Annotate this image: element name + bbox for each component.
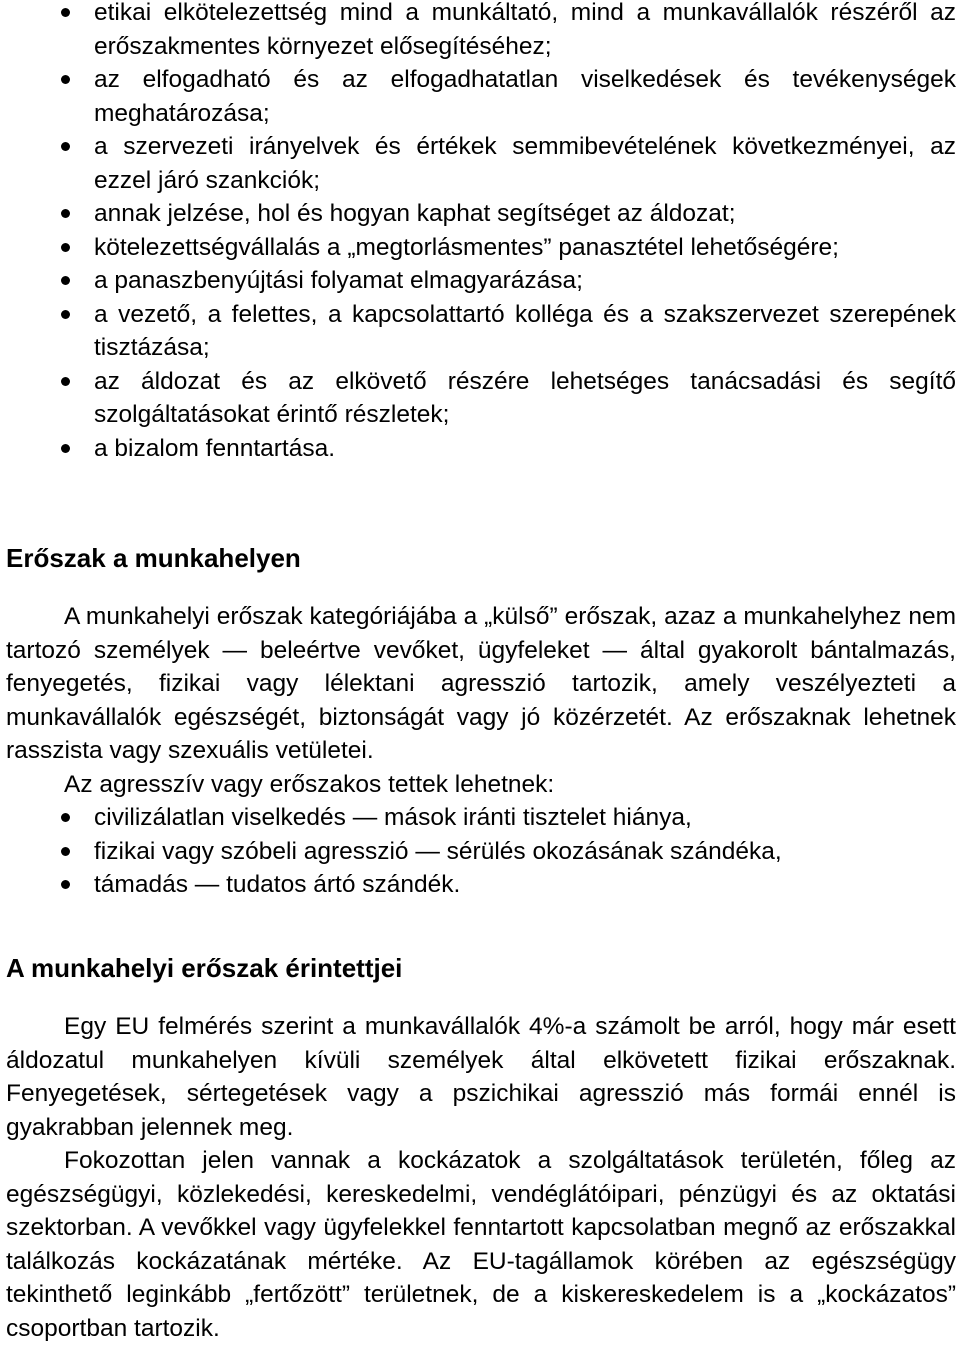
bullet-icon bbox=[61, 847, 70, 856]
bullet-icon bbox=[61, 142, 70, 151]
list-item bbox=[6, 231, 956, 265]
bullet-icon bbox=[61, 310, 70, 319]
list-item bbox=[6, 264, 956, 298]
list-item-text: a panaszbenyújtási folyamat elmagyarázása; bbox=[94, 267, 583, 294]
bullet-icon bbox=[61, 276, 70, 285]
list-item-text: a vezető, a felettes, a kapcsolattartó kolléga és a szakszervezet szerepének tisztázása; bbox=[94, 300, 956, 361]
section-workplace-violence bbox=[6, 600, 956, 902]
list-item bbox=[6, 298, 956, 365]
list-item bbox=[6, 801, 956, 835]
bullet-icon bbox=[61, 880, 70, 889]
list-item-text: a bizalom fenntartása. bbox=[94, 434, 336, 462]
list-item bbox=[6, 835, 956, 869]
list-item-text: kötelezettségvállalás a „megtorlásmentes” panasztétel lehetőségére; bbox=[94, 233, 839, 261]
bullet-icon bbox=[61, 8, 70, 17]
bullet-icon bbox=[61, 444, 70, 453]
list-item-text: fizikai vagy szóbeli agresszió — sérülés okozásának szándéka, bbox=[94, 837, 782, 865]
acts-list bbox=[6, 801, 956, 902]
list-intro: Az agresszív vagy erőszakos tettek lehetnek: bbox=[64, 770, 555, 798]
list-item-text: támadás — tudatos ártó szándék. bbox=[94, 871, 461, 898]
section-heading: A munkahelyi erőszak érintettjei bbox=[6, 953, 403, 983]
list-item-text: az elfogadható és az elfogadhatatlan viselkedések és tevékenységek meghatározása; bbox=[94, 66, 956, 127]
bullet-icon bbox=[61, 243, 70, 252]
list-item-text: etikai elkötelezettség mind a munkáltató, mind a munkavállalók részéről az erőszakmentes környezet elősegítéséhez; bbox=[94, 0, 956, 60]
list-item-text: a szervezeti irányelvek és értékek semmibevételének következményei, az ezzel járó szankciók; bbox=[94, 133, 956, 194]
bullet-icon bbox=[61, 377, 70, 386]
list-item bbox=[6, 0, 956, 63]
list-item bbox=[6, 130, 956, 197]
list-item bbox=[6, 197, 956, 231]
section-heading: Erőszak a munkahelyen bbox=[6, 543, 301, 573]
body-paragraph: A munkahelyi erőszak kategóriájába a „külső” erőszak, azaz a munkahelyhez nem tartozó személyek — beleértve vevőket, ügyfeleket — által gyakorolt bántalmazás, fenyegetés, fizikai vagy lélektani agresszió tartozik, amely veszélyezteti a munkavállalók egészségét, biztonságát vagy jó közérzetét. Az erőszaknak lehetnek rasszista vagy szexuális vetületei. bbox=[6, 603, 956, 764]
bullet-icon bbox=[61, 75, 70, 84]
bullet-icon bbox=[61, 813, 70, 822]
bullet-icon bbox=[61, 209, 70, 218]
requirements-list bbox=[6, 0, 956, 465]
body-paragraph: Fokozottan jelen vannak a kockázatok a szolgáltatások területén, főleg az egészségügyi, közlekedési, kereskedelmi, vendéglátóipari, pénzügyi és az oktatási szektorban. A vevőkkel vagy ügyfelekkel fenntartott kapcsolatban megnő az erőszakkal találkozás kockázatának mértéke. Az EU-tagállamok körében az egészségügy tekinthető leginkább „fertőzött” területnek, de a kiskereskedelem is a „kockázatos” csoportban tartozik. bbox=[6, 1147, 956, 1342]
section-affected bbox=[6, 1010, 956, 1345]
list-item bbox=[6, 868, 956, 902]
list-item-text: annak jelzése, hol és hogyan kaphat segítséget az áldozat; bbox=[94, 200, 736, 227]
list-item bbox=[6, 365, 956, 432]
list-item bbox=[6, 432, 956, 466]
list-item-text: civilizálatlan viselkedés — mások iránti tisztelet hiánya, bbox=[94, 804, 692, 831]
list-item bbox=[6, 63, 956, 130]
list-item-text: az áldozat és az elkövető részére lehetséges tanácsadási és segítő szolgáltatásokat érintő részletek; bbox=[94, 367, 956, 428]
body-paragraph: Egy EU felmérés szerint a munkavállalók 4%-a számolt be arról, hogy már esett áldozatul munkahelyen kívüli személyek által elkövetett fizikai erőszaknak. Fenyegetések, sértegetések vagy a pszichikai agresszió más formái ennél is gyakrabban jelennek meg. bbox=[6, 1013, 956, 1141]
